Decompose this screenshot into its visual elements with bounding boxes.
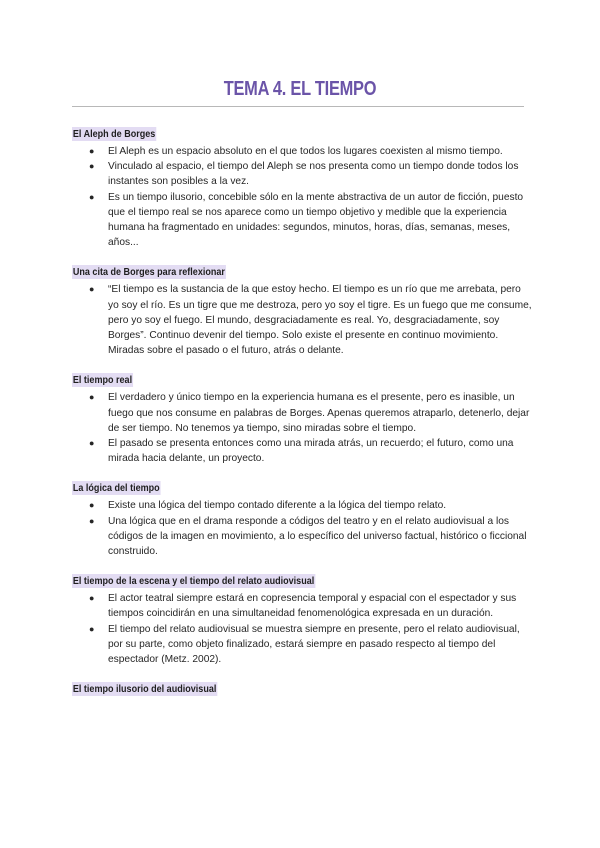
list-item-text: El Aleph es un espacio absoluto en el que todos los lugares coexisten al mismo tiempo. [108,146,503,157]
section [72,679,532,697]
list-item-text: Una lógica que en el drama responde a códigos del teatro y en el relato audiovisual a los códigos de la imagen en movimiento, a lo específico del universo factual, histórico o ficcional construido. [108,515,527,558]
bullet-icon: ● [89,146,95,156]
bullet-icon: ● [89,284,95,295]
list-item-text: El tiempo del relato audiovisual se muestra siempre en presente, pero el relato audiovisual, por su parte, como objeto finalizado, estará siempre en pasado respecto al tiempo del espectador (Metz. 2002). [108,623,520,666]
section-heading: El tiempo de la escena y el tiempo del relato audiovisual [72,575,315,588]
list-item-text: “El tiempo es la sustancia de la que estoy hecho. El tiempo es un río que me arrebata, pero yo soy el río. Es un tigre que me destroza, pero yo soy el tigre. Es un fuego que me consume, pero yo soy el fuego. El mundo, desgraciadamente es real. Yo, desgraciadamente, soy Borges”. Continuo devenir del tiempo. Solo existe el presente en continuo movimiento. Miradas sobre el pasado o el futuro, atrás o delante. [108,284,532,357]
bullet-icon: ● [89,623,95,634]
bullet-list [72,498,532,559]
section-heading: El tiempo ilusorio del audiovisual [72,683,217,696]
section [72,370,532,466]
bullet-icon: ● [89,392,95,403]
bullet-icon: ● [89,515,95,526]
section-heading: El tiempo real [72,374,133,387]
list-item [72,282,532,358]
bullet-list [72,390,532,466]
list-item [72,498,532,513]
bullet-list [72,282,532,358]
section-heading: El Aleph de Borges [72,128,156,140]
list-item-text: El verdadero y único tiempo en la experiencia humana es el presente, pero es inasible, un fuego que nos consume en palabras de Borges. Apenas queremos atraparlo, detenerlo, dejar de ser tiempo. No tenemos ya tiempo, sino miradas sobre el tiempo. [108,392,530,434]
bullet-icon: ● [89,438,95,449]
list-item [72,159,532,189]
section [72,478,532,559]
title-divider [72,106,524,107]
section-heading: La lógica del tiempo [72,482,160,495]
list-item [72,436,532,466]
list-item-text: El actor teatral siempre estará en copresencia temporal y espacial con el espectador y sus tiempos coincidirán en una simultaneidad fenomenológica expresada en un duración. [108,593,517,620]
list-item [72,390,532,436]
bullet-list [72,591,532,667]
bullet-icon: ● [89,593,95,604]
list-item [72,514,532,560]
bullet-list [72,144,532,250]
list-item [72,144,532,159]
bullet-icon: ● [89,500,95,511]
section [72,262,532,358]
list-item-text: El pasado se presenta entonces como una mirada atrás, un recuerdo; el futuro, como una mirada hacia delante, un proyecto. [108,438,514,465]
list-item [72,190,532,251]
page-title: TEMA 4. EL TIEMPO [223,78,377,100]
document-body [72,124,532,709]
list-item-text: Es un tiempo ilusorio, concebible sólo en la mente abstractiva de un autor de ficción, puesto que el tiempo real se nos aparece como un tiempo objetivo y medible que la experiencia humana ha fragmentado en unidades: segundos, minutos, horas, días, semanas, meses, años... [108,191,524,249]
bullet-icon: ● [89,161,95,172]
bullet-icon: ● [89,191,95,202]
list-item [72,622,532,668]
list-item-text: Existe una lógica del tiempo contado diferente a la lógica del tiempo relato. [108,500,447,512]
section [72,124,532,250]
list-item-text: Vinculado al espacio, el tiempo del Aleph se nos presenta como un tiempo donde todos los instantes son posibles a la vez. [108,161,519,188]
section-heading: Una cita de Borges para reflexionar [72,266,225,279]
section [72,571,532,667]
list-item [72,591,532,621]
